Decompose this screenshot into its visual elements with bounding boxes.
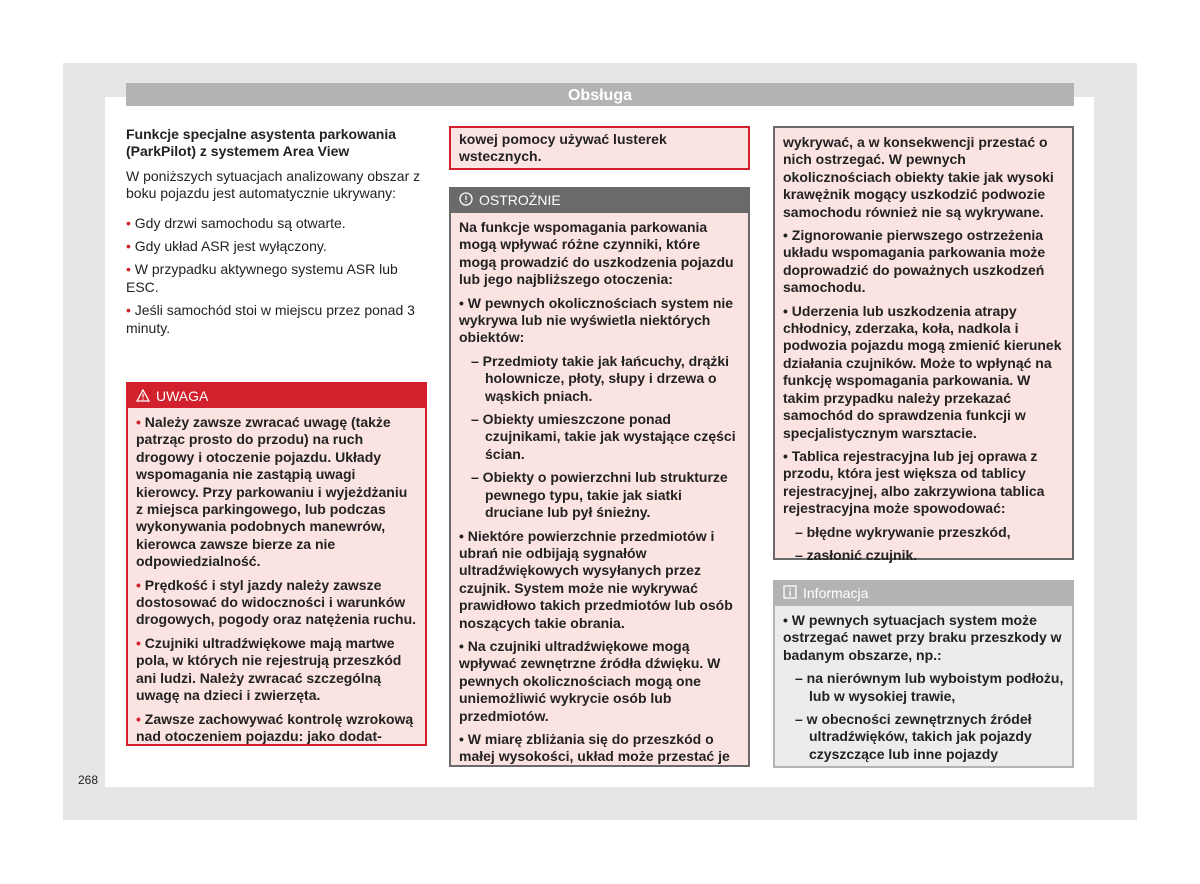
caution-header [451, 187, 748, 213]
warning-box [126, 382, 427, 746]
caution-item: • Zignorowanie pierwszego ostrzeżenia układu wspomagania parkowania może doprowadzić do poważnych uszkodzeń samochodu. [783, 227, 1046, 296]
info-item: • W pewnych sytuacjach system może ostrzegać nawet przy braku przeszkody w badanym obszarze, np.: [783, 612, 1062, 663]
warning-item: • Prędkość i styl jazdy należy zawsze dostosować do widoczności i warunków drogowych, pogody oraz natężenia ruchu. [136, 577, 417, 629]
list-item: • Jeśli samochód stoi w miejscu przez ponad 3 minuty. [126, 302, 426, 337]
warning-item: • Zawsze zachowywać kontrolę wzrokową nad otoczeniem pojazdu: jako dodat- [136, 711, 417, 746]
page-number: 268 [78, 773, 99, 787]
info-subitem: – w obecności zewnętrznych źródeł ultradźwięków, takich jak pojazdy czyszczące lub inne pojazdy [795, 711, 1032, 762]
caution-subitem: – błędne wykrywanie przeszkód, [795, 523, 1011, 540]
caution-subitem: – Obiekty umieszczone ponad czujnikami, takie jak wystające części ścian. [471, 411, 736, 462]
caution-item: • Tablica rejestracyjna lub jej oprawa z przodu, która jest większa od tablicy rejestracyjnej, albo zakrzywiona tablica rejestracyjna może spowodować: [783, 447, 1045, 517]
caution-item: • W miarę zbliżania się do przeszkód o małej wysokości, układ może przestać je [459, 730, 730, 765]
caution-subitem: – Obiekty o powierzchni lub strukturze pewnego typu, takie jak siatki druciane lub pył śnieżny. [471, 469, 728, 521]
warning-continuation-text: kowej pomocy używać lusterek wstecznych. [459, 131, 667, 165]
intro-text: W poniższych sytuacjach analizowany obszar z boku pojazdu jest automatycznie ukrywany: [126, 167, 421, 202]
column-1 [126, 126, 426, 343]
warning-continuation-box [449, 126, 750, 170]
info-icon [783, 581, 797, 607]
caution-circle-icon [459, 188, 473, 214]
info-header [775, 580, 1072, 606]
warning-item: • Należy zawsze zwracać uwagę (także patrząc prosto do przodu) na ruch drogowy i otoczenie pojazdu. Układy wspomagania nie zastąpią uwagi kierowcy. Przy parkowaniu i wyjeżdżaniu z miejsca parkingowego, lub podczas wykonywania podobnych manewrów, kierowca zawsze bierze za nie odpowiedzialność. [136, 414, 417, 571]
info-subitem: – na nierównym lub wyboistym podłożu, lub w wysokiej trawie, [795, 670, 1064, 704]
caution-item: • W pewnych okolicznościach system nie wykrywa lub nie wyświetla niektórych obiektów: [459, 294, 734, 346]
caution-box [449, 187, 750, 767]
caution-item: • Niektóre powierzchnie przedmiotów i ubrań nie odbijają sygnałów ultradźwiękowych wysyłanych przez czujnik. System może nie wykrywać prawidłowo takich przedmiotów lub osób noszących takie obrania. [459, 527, 733, 631]
caution-subitem: – zasłonić czujnik. [795, 546, 918, 563]
warning-label: UWAGA [156, 388, 209, 404]
list-item: • Gdy drzwi samochodu są otwarte. [126, 215, 426, 232]
info-box [773, 580, 1074, 768]
caution-label: OSTROŻNIE [479, 192, 561, 208]
section-title: Funkcje specjalne asystenta parkowania (ParkPilot) z systemem Area View [126, 126, 397, 160]
caution-item: • Uderzenia lub uszkodzenia atrapy chłodnicy, zderzaka, koła, nadkola i podwozia pojazdu mogą zmienić kierunek działania czujników. Może to wpłynąć na funkcję wspomagania parkowania. W takim przypadku należy przekazać samochód do sprawdzenia funkcji w specjalistycznym warsztacie. [783, 302, 1062, 441]
list-item: • Gdy układ ASR jest wyłączony. [126, 238, 426, 255]
caution-continuation-box [773, 126, 1074, 563]
caution-item: • Na czujniki ultradźwiękowe mogą wpływać zewnętrzne źródła dźwięku. W pewnych okolicznościach mogą one uniemożliwić wykrycie osób lub przedmiotów. [459, 637, 721, 724]
info-label: Informacja [803, 585, 869, 601]
warning-header [128, 384, 425, 408]
list-item: • W przypadku aktywnego systemu ASR lub ESC. [126, 261, 426, 296]
caution-subitem: – Przedmioty takie jak łańcuchy, drążki holownicze, płoty, słupy i drzewa o wąskich pniach. [471, 352, 730, 404]
warning-triangle-icon [136, 385, 150, 409]
caution-intro: Na funkcje wspomagania parkowania mogą wpływać różne czynniki, które mogą prowadzić do uszkodzenia pojazdu lub jego najbliższego otoczenia: [459, 219, 734, 288]
section-header: Obsługa [126, 83, 1074, 106]
caution-continuation-text: wykrywać, a w konsekwencji przestać o nich ostrzegać. W pewnych okolicznościach obiekty takie jak wysoki krawężnik mogący uszkodzić podwozie samochodu również nie są wykrywane. [783, 134, 1054, 220]
warning-item: • Czujniki ultradźwiękowe mają martwe pola, w których nie rejestrują przeszkód ani ludzi. Należy zwracać szczególną uwagę na dzieci i zwierzęta. [136, 635, 417, 705]
